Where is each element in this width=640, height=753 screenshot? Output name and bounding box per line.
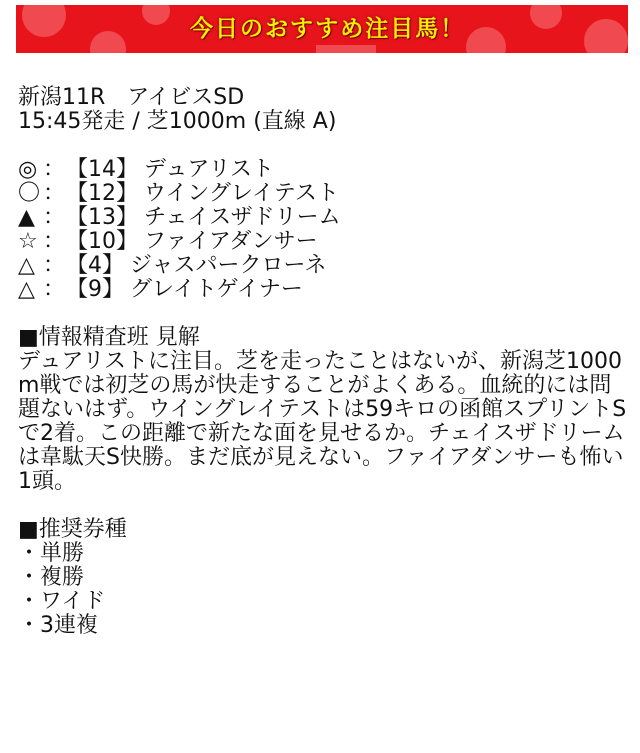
pick-colon: ： xyxy=(42,229,65,254)
bet-item: ・3連複 xyxy=(18,613,98,638)
header-banner xyxy=(16,5,628,53)
spacer xyxy=(18,302,630,326)
pick-row xyxy=(18,230,630,254)
pick-number: 【9】 xyxy=(66,277,124,302)
pick-number: 【14】 xyxy=(66,157,138,182)
pick-row xyxy=(18,206,630,230)
banner-title: 今日のおすすめ注目馬！ xyxy=(190,16,466,42)
pick-mark: ◎ xyxy=(18,157,38,182)
pick-colon: ： xyxy=(42,277,65,302)
pick-colon: ： xyxy=(42,253,65,278)
pick-horse: ウイングレイテスト xyxy=(144,181,339,206)
pick-horse: ジャスパークローネ xyxy=(130,253,327,278)
bet-item: ・ワイド xyxy=(18,589,106,614)
pick-row xyxy=(18,158,630,182)
spacer xyxy=(18,494,630,518)
pick-number: 【13】 xyxy=(66,205,138,230)
bets-heading: ■推奨券種 xyxy=(18,517,127,542)
pick-mark: △ xyxy=(18,277,35,302)
race-name: 新潟11R アイビスSD xyxy=(18,85,245,110)
pick-horse: ファイアダンサー xyxy=(144,229,318,254)
pick-colon: ： xyxy=(42,157,65,182)
bet-item: ・単勝 xyxy=(18,541,85,566)
pick-row xyxy=(18,182,630,206)
pick-colon: ： xyxy=(42,205,65,230)
pick-mark: 〇 xyxy=(18,181,41,206)
pick-number: 【10】 xyxy=(66,229,138,254)
pick-horse: チェイスザドリーム xyxy=(144,205,341,230)
analysis-body: デュアリストに注目。芝を走ったことはないが、新潟芝1000m戦では初芝の馬が快走することがよくある。血統的には問題ないはず。ウイングレイテストは59キロの函館スプリントSで2着。この距離で新たな面を見せるか。チェイスザドリームは韋駄天S快勝。まだ底が見えない。ファイアダンサーも怖い1頭。 xyxy=(18,349,627,494)
pick-mark: ▲ xyxy=(18,205,35,230)
pick-row xyxy=(18,254,630,278)
pick-row xyxy=(18,278,630,302)
pick-horse: グレイトゲイナー xyxy=(130,277,303,302)
pick-horse: デュアリスト xyxy=(144,157,275,182)
pick-number: 【4】 xyxy=(66,253,124,278)
race-details: 15:45発走 / 芝1000m (直線 A) xyxy=(18,109,337,134)
article-content xyxy=(18,86,630,638)
spacer xyxy=(18,134,630,158)
picks-list xyxy=(18,158,630,302)
pick-mark: △ xyxy=(18,253,35,278)
pick-mark: ☆ xyxy=(18,229,38,254)
analysis-heading: ■情報精査班 見解 xyxy=(18,325,200,350)
pick-number: 【12】 xyxy=(66,181,138,206)
pick-colon: ： xyxy=(42,181,65,206)
bet-item: ・複勝 xyxy=(18,565,85,590)
